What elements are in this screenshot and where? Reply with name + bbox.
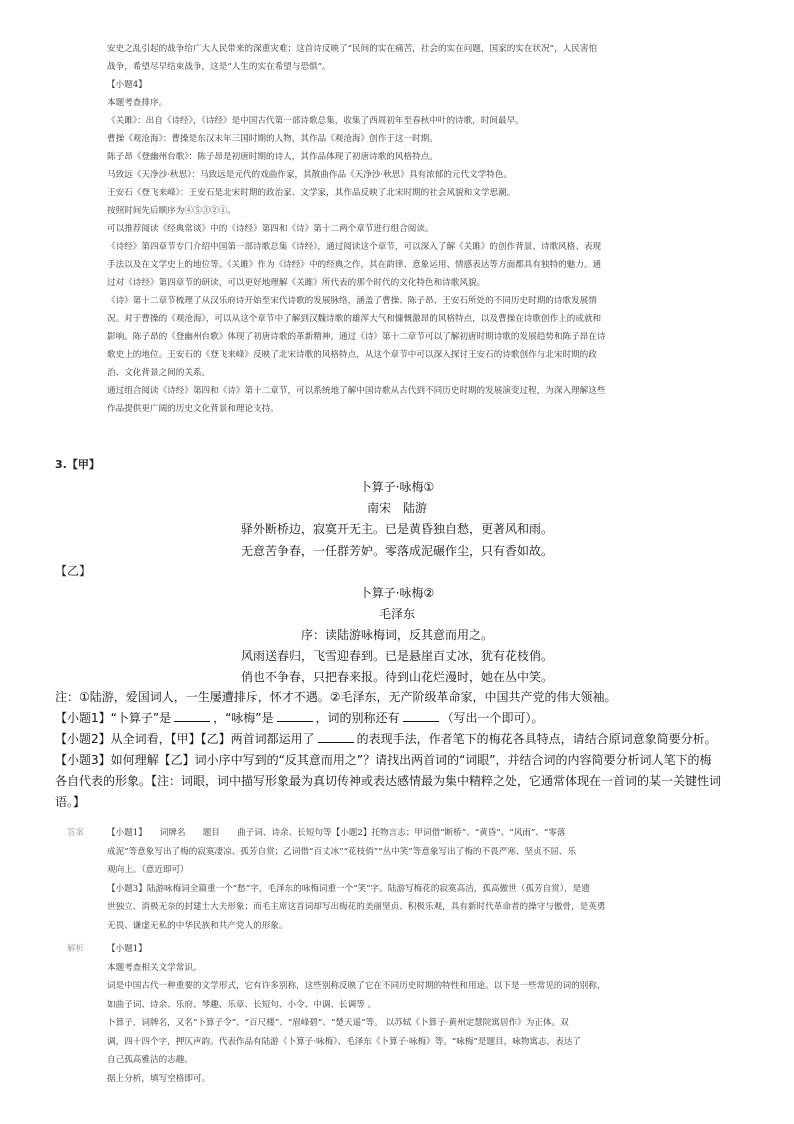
subquestion-2: [55, 730, 717, 747]
answer-line: 无畏、谦虚无私的中华民族和共产党人的形象。: [107, 920, 288, 931]
subquestion-3: 各自代表的形象。【注：词眼，词中描写形象最为真切传神或表达感情最为集中精粹之处，它通常体现在一首词的某一关键性词: [55, 774, 722, 788]
subquestion-3: 【小题3】如何理解【乙】词小序中写到的“反其意而用之”？请找出两首词的“词眼”，并结合词的内容简要分析词人笔下的梅: [55, 753, 712, 767]
answer-line: 成泥”等意象写出了梅的寂寞凄凉、孤芳自赏；乙词借“百丈冰”“花枝俏”“丛中笑”等意象写出了梅的不畏严寒、坚贞不屈、乐: [107, 846, 577, 857]
poem-jia-title: 卜算子·咏梅①: [359, 480, 435, 494]
subquestion-1: [55, 709, 544, 726]
text-line: 歌史上的地位。王安石的《登飞来峰》反映了北宋诗歌的风格特点，从这个章节中可以深入探讨王安石的诗歌创作与北宋时期的政: [107, 350, 597, 360]
answer-line: 【小题1】 词牌名 题目 曲子词、诗余、长短句等【小题2】托物言志；甲词借“断桥”、“黄昏”、“风雨”、“零落: [107, 828, 566, 838]
text-line: 过对《诗经》第四章节的研读，可以更好地理解《关雎》所代表的那个时代的文化特色和诗歌风貌。: [107, 278, 486, 288]
poem-jia-line: 无意苦争春，一任群芳妒。零落成泥碾作尘，只有香如故。: [240, 544, 553, 558]
text-line: 王安石《登飞来峰》：王安石是北宋时期的政治家、文学家，其作品反映了北宋时期的社会风貌和文学思潮。: [107, 188, 516, 198]
analysis-line: 词是中国古代一种重要的文学形式，它有许多别称，这些别称反映了它在不同历史时期的特性和用途。以下是一些常见的词的别称，: [107, 981, 606, 991]
answer-line: 【小题3】陆游咏梅词全篇重一个“愁”字，毛泽东的咏梅词重一个“笑”字。陆游写梅花的寂寞高洁，孤高傲世（孤芳自赏），是遗: [107, 883, 590, 894]
answer-line: 观向上。（意近即可）: [107, 865, 189, 875]
analysis-line: 据上分析，填写空格即可。: [107, 1073, 211, 1084]
analysis-line: 【小题1】: [107, 944, 147, 954]
subquestion-text: ，词的别称还有: [315, 711, 400, 725]
subquestion-label: 【小题4】: [107, 80, 147, 90]
text-line: 影响。陈子昂的《登幽州台歌》体现了初唐诗歌的革新精神，通过《诗》第十二章节可以了解初唐时期诗歌的发展趋势和陈子昂在诗: [107, 332, 606, 342]
text-line: 按照时间先后顺序为④⑤③②①。: [107, 206, 236, 216]
text-line: 《关雎》：出自《诗经》，《诗经》是中国古代第一部诗歌总集，收集了西周初年至春秋中叶的诗歌，时间最早。: [107, 116, 524, 126]
analysis-line: 本题考查相关文学常识。: [107, 962, 202, 973]
text-line: 战争，希望尽早结束战争，这是“人生的实在希望与恐惧”。: [107, 62, 331, 72]
subquestion-text: 【小题1】“卜算子”是: [55, 711, 172, 725]
poem-yi-line: 风雨送春归，飞雪迎春到。已是悬崖百丈冰，犹有花枝俏。: [240, 649, 553, 663]
previous-answer-explanation: [107, 40, 727, 418]
subquestion-text: ，“咏梅”是: [213, 711, 274, 725]
analysis-label: 解析: [67, 944, 85, 954]
analysis-block: [107, 940, 727, 1088]
text-line: 通过组合阅读《诗经》第四和《诗》第十二章节，可以系统地了解中国诗歌从古代到不同历史时期的发展演变过程，为深入理解这些: [107, 386, 606, 396]
poem-yi-title: 卜算子·咏梅②: [359, 586, 435, 600]
text-line: 马致远《天净沙·秋思》：马致远是元代的戏曲作家，其散曲作品《天净沙·秋思》具有浓郁的元代文学特色。: [107, 170, 513, 180]
answer-blank[interactable]: [318, 731, 354, 743]
poem-jia-author: 南宋 陆游: [366, 501, 427, 515]
poem-yi-line: 俏也不争春，只把春来报。待到山花烂漫时，她在丛中笑。: [240, 670, 553, 684]
answer-label: 答案: [67, 828, 85, 838]
text-line: 可以推荐阅读《经典常谈》中的《诗经》第四和《诗》第十二两个章节进行组合阅读。: [107, 224, 434, 234]
answer-line: 世独立、消极无奈的封建士大夫形象；而毛主席这首词却写出梅花的美丽坚贞、积极乐观，具有新时代革命者的操守与傲骨，是英勇: [107, 902, 606, 912]
poem-note: 注：①陆游，爱国词人，一生屡遭排斥，怀才不遇。②毛泽东，无产阶级革命家，中国共产党的伟大领袖。: [55, 690, 617, 704]
answer-blank[interactable]: [403, 710, 439, 722]
poem-jia-line: 驿外断桥边，寂寞开无主。已是黄昏独自愁，更著风和雨。: [240, 522, 553, 536]
text-line: 《诗》第十二章节梳理了从汉乐府诗开始至宋代诗歌的发展脉络，涵盖了曹操、陈子昂、王安石所处的不同历史时期的诗歌发展情: [107, 296, 597, 306]
text-line: 手法以及在文学史上的地位等。《关雎》作为《诗经》中的经典之作，其在韵律、意象运用、情感表达等方面都具有独特的魅力。通: [107, 260, 602, 270]
subquestion-text: （写出一个即可）。: [441, 711, 544, 725]
text-line: 《诗经》第四章节专门介绍中国第一部诗歌总集《诗经》，通过阅读这个章节，可以深入了解《关雎》的创作背景、诗歌风格、表现: [107, 242, 602, 252]
text-line: 曹操《观沧海》：曹操是东汉末年三国时期的人物，其作品《观沧海》创作于这一时期。: [107, 134, 438, 144]
question-number: 3.【甲】: [55, 458, 100, 471]
subquestion-text: 的表现手法，作者笔下的梅花各具特点，请结合原词意象简要分析。: [356, 732, 717, 746]
answer-blank[interactable]: [277, 710, 313, 722]
text-line: 作品提供更广阔的历史文化背景和理论支持。: [107, 404, 279, 414]
text-line: 治、文化背景之间的关系。: [107, 368, 211, 378]
answer-blank[interactable]: [174, 710, 210, 722]
text-line: 安史之乱引起的战争给广大人民带来的深重灾难；这首诗反映了“民间的实在痛苦，社会的实在问题，国家的实在状况”，人民害怕: [107, 44, 598, 54]
subquestion-3: 语。】: [55, 795, 86, 809]
text-line: 况。对于曹操的《观沧海》，可以从这个章节中了解到汉魏诗歌的雄浑大气和慷慨激昂的风格特点，以及曹操在诗歌创作上的成就和: [107, 314, 602, 324]
analysis-line: 自己孤高雅洁的志趣。: [107, 1055, 193, 1065]
subquestion-text: 【小题2】从全词看，【甲】【乙】两首词都运用了: [55, 732, 315, 746]
analysis-line: 如曲子词、诗余、乐府、琴趣、乐章、长短句、小令、中调、长调等 。: [107, 999, 377, 1010]
poem-yi-author: 毛泽东: [378, 607, 415, 621]
poem-yi-preface: 序：读陆游咏梅词，反其意而用之。: [300, 628, 493, 642]
poem-yi-label: 【乙】: [55, 564, 92, 578]
analysis-line: 卜算子，词牌名，又名“卜算子令”、“百尺楼”、“眉峰碧”、“楚天遥”等。 以苏轼《卜算子·黄州定慧院寓居作》为正体。双: [107, 1018, 569, 1028]
text-line: 本题考查排序。: [107, 98, 168, 108]
text-line: 陈子昂《登幽州台歌》：陈子昂是初唐时期的诗人，其作品体现了初唐诗歌的风格特点。: [107, 152, 438, 162]
analysis-line: 调，四十四个字，押仄声韵。代表作品有陆游《卜算子·咏梅》、毛泽东《卜算子·咏梅》等。“咏梅”是题目，咏物寓志，表达了: [107, 1036, 582, 1047]
answer-block: [107, 824, 727, 935]
